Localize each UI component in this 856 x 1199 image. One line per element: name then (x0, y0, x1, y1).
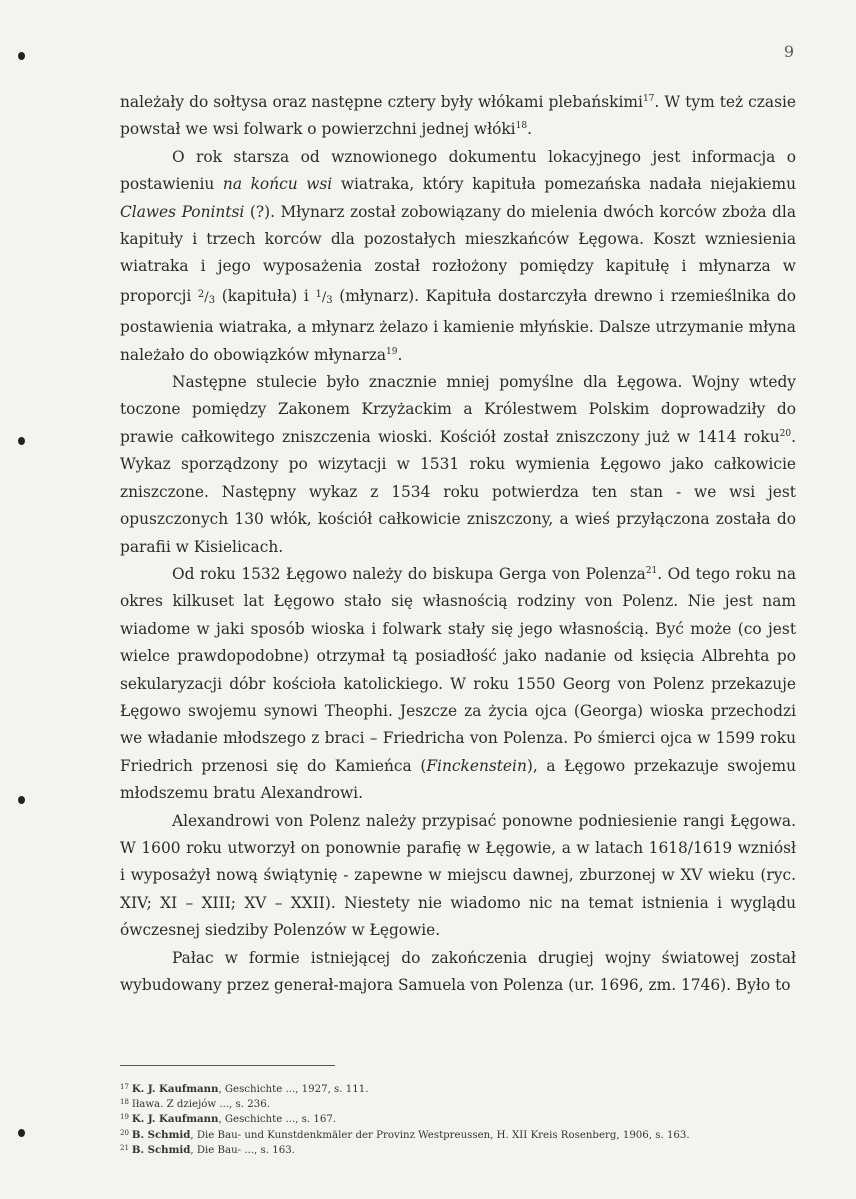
text-run: (młynarz). Kapituła dostarczyła drewno i rzemieślnika do postawienia wiatraka, a młynarz żelazo i kamienie młyńskie. Dalsze utrzymanie młyna należało do obowiązków młynarza (120, 286, 796, 364)
footnote-text: , Geschichte ..., 1927, s. 111. (218, 1084, 369, 1095)
footnote-ref: 18 (515, 121, 528, 132)
punch-hole-mark (18, 796, 25, 804)
paragraph (120, 561, 796, 808)
footnote-author: K. J. Kaufmann (131, 1113, 219, 1126)
footnote (120, 1128, 820, 1144)
text-run: O rok starsza od wznowionego dokumentu lokacyjnego jest informacja o postawieniu (120, 147, 796, 194)
footnote-ref: 19 (386, 346, 398, 357)
footnote-author: B. Schmid (131, 1128, 191, 1141)
footnote-author: B. Schmid (131, 1144, 191, 1157)
paragraph (120, 369, 796, 561)
paragraph (120, 945, 796, 1000)
text-run: . (397, 345, 403, 364)
punch-hole-mark (18, 437, 25, 445)
punch-hole-mark (18, 52, 25, 60)
text-run: należały do sołtysa oraz następne cztery były włókami plebańskimi (120, 93, 643, 111)
page-number: 9 (783, 42, 794, 61)
text-run: Od roku 1532 Łęgowo należy do biskupa Gerga von Polenza (172, 564, 646, 583)
text-run: . Od tego roku na okres kilkuset lat Łęgowo stało się własnością rodziny von Polenz. Nie jest nam wiadome w jaki sposób wioska i folwark stały się jego własnością. Być może (co jest wielce prawdopodobne) otrzymał tą posiadłość jako nadanie od księcia Albrehta po sekularyzacji dóbr kościoła katolickiego. W roku 1550 Georg von Polenz przekazuje Łęgowo swojemu synowi Theophi. Jeszcze za życia ojca (Georga) wioska przechodzi we władanie młodszego z braci – Friedricha von Polenza. Po śmierci ojca w 1599 roku Friedrich przenosi się do Kamieńca ( (120, 564, 797, 775)
footnote-number: 18 (120, 1097, 129, 1106)
footnote-ref: 17 (642, 94, 655, 104)
text-run: wiatraka, który kapituła pomezańska nadała niejakiemu (332, 175, 796, 194)
fraction: 1/3 (315, 288, 333, 306)
footnote (120, 1112, 820, 1128)
footnote-number: 19 (120, 1113, 129, 1122)
footnote-ref: 20 (779, 428, 792, 439)
punch-hole-mark (18, 1129, 25, 1137)
italic-text: Clawes Ponintsi (120, 202, 245, 221)
paragraph (120, 144, 796, 369)
text-run: Pałac w formie istniejącej do zakończenia drugiej wojny światowej został wybudowany przez generał-majora Samuela von Polenza (ur. 1696, zm. 1746). Było to (120, 948, 796, 994)
text-run: . (527, 120, 532, 139)
footnote-separator (120, 1065, 335, 1066)
paragraph (120, 89, 796, 144)
footnote-author: K. J. Kaufmann (131, 1083, 219, 1095)
footnote-text: , Die Bau- und Kunstdenkmäler der Provinz Westpreussen, H. XII Kreis Rosenberg, 1906, s. 163. (190, 1129, 690, 1141)
italic-text: na końcu wsi (222, 175, 333, 194)
footnote-number: 21 (120, 1144, 129, 1153)
text-run: . Wykaz sporządzony po wizytacji w 1531 roku wymienia Łęgowo jako całkowicie zniszczone. Następny wykaz z 1534 roku potwierdza ten stan - we wsi jest opuszczonych 130 włók, kościół całkowicie zniszczony, a wieś przyłączona została do parafii w Kisielicach. (120, 427, 796, 556)
footnote-text: , Die Bau- ..., s. 163. (190, 1145, 295, 1157)
text-run: ), a Łęgowo przekazuje swojemu młodszemu bratu Alexandrowi. (120, 756, 796, 803)
footnote (120, 1082, 820, 1098)
text-run: Następne stulecie było znacznie mniej pomyślne dla Łęgowa. Wojny wtedy toczone pomiędzy Zakonem Krzyżackim a Królestwem Polskim doprowadziły do prawie całkowitego zniszczenia wioski. Kościół został zniszczony już w 1414 roku (120, 373, 796, 446)
footnotes (120, 1082, 820, 1159)
footnote (120, 1143, 820, 1159)
footnote-number: 17 (120, 1083, 129, 1091)
fraction: 2/3 (197, 288, 216, 306)
paragraph (120, 808, 796, 945)
text-run: (?). Młynarz został zobowiązany do mielenia dwóch korców zboża dla kapituły i trzech korców dla pozostałych mieszkańców Łęgowa. Koszt wzniesienia wiatraka i jego wyposażenia został rozłożony pomiędzy kapitułę i młynarza w proporcji (120, 202, 796, 305)
text-run: . W tym też czasie powstał we wsi folwark o powierzchni jednej włóki (120, 93, 796, 139)
text-run: (kapituła) i (215, 286, 316, 305)
footnote-text: , Geschichte ..., s. 167. (218, 1114, 337, 1126)
footnote (120, 1098, 820, 1113)
footnote-number: 20 (120, 1128, 129, 1137)
body-text (120, 89, 796, 999)
italic-text: Finckenstein (426, 756, 527, 775)
footnote-ref: 21 (645, 565, 658, 576)
text-run: Alexandrowi von Polenz należy przypisać ponowne podniesienie rangi Łęgowa. W 1600 roku utworzył on ponownie parafię w Łęgowie, a w latach 1618/1619 wzniósł i wyposażył nową świątynię - zapewne w miejscu dawnej, zburzonej w XV wieku (ryc. XIV; XI – XIII; XV – XXII). Niestety nie wiadomo nic na temat istnienia i wyglądu ówczesnej siedziby Polenzów w Łęgowie. (120, 811, 796, 940)
footnote-text: Iława. Z dziejów ..., s. 236. (131, 1098, 270, 1110)
